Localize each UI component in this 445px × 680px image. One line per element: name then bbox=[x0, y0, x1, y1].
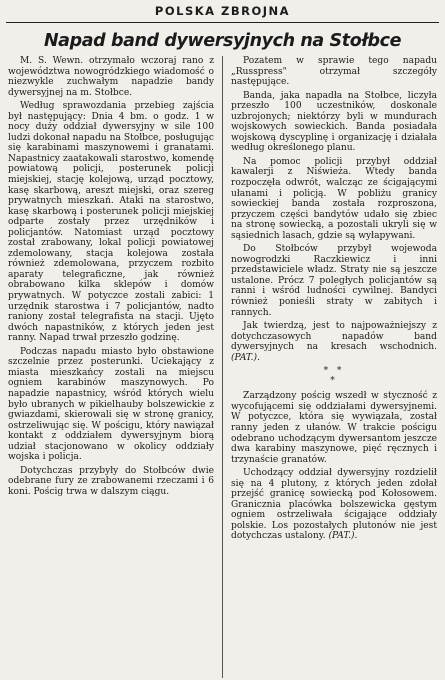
headline: Napad band dywersyjnych na Stołbce bbox=[43, 31, 402, 51]
section-separator: * * * bbox=[323, 366, 345, 387]
masthead: POLSKA ZBROJNA bbox=[6, 2, 439, 23]
agency-signature: (PAT.). bbox=[328, 531, 358, 542]
left-column bbox=[8, 56, 214, 678]
paragraph: Banda, jaka napadła na Stołbce, liczyła przeszło 100 uczestników, doskonale uzbrojonych; niektórzy byli w mundurach wojskowych sowieckich. Banda posiadała wojskową dyscyplinę i organizację i działała według określonego planu. bbox=[231, 90, 437, 154]
paragraph: M. S. Wewn. otrzymało wczoraj rano z województwa nowogródzkiego wiadomość o niezwykle zuchwałym napadzie bandy dywersyjnej na m. Stołbce. bbox=[8, 56, 214, 98]
paragraph bbox=[231, 321, 437, 363]
article-columns bbox=[8, 56, 437, 678]
paragraph: Podczas napadu miasto było obstawione szczelnie przez posterunki. Uciekający z miasta mieszkańcy zostali na miejscu ogniem karabinów maszynowych. Po napadzie napastnicy, wśród których wielu było ubranych w pikielhauby bolszewickie z gwiazdami, skierowali się w stronę granicy, ostrzeliwując się. W pościgu, który nawiązał kontakt z oddziałem dywersyjnym biorą udział stacjonowano w okolicy oddziały wojska i policja. bbox=[8, 346, 214, 463]
paragraph: Według sprawozdania przebieg zajścia był następujący: Dnia 4 bm. o godz. 1 w nocy duży oddział dywersyjny w sile 100 ludzi dokonał napadu na Stołbce, posługując się karabinami maszynowemi i granatami. Napastnicy zaatakowali starostwo, komendę powiatową policji, posterunek policji miejskiej, stację kolejową, urząd pocztowy, kasę skarbową, areszt miejski, oraz szereg prywatnych mieszkań. Ataki na starostwo, kasę skarbową i posterunek policji miejskiej odparte zostały przez urzędników i policjantów. Natomiast urząd pocztowy został zrabowany, lokal policji powiatowej zdemolowany, stacja kolejowa została również zdemolowana, przyczem rozbito aparaty telegraficzne, jak również obrabowano kilka sklepów i domów prywatnych. W potyczce zostali zabici: 1 urzędnik starostwa i 7 policjantów, nadto raniony został telegrafista na stacji. Ujęto dwóch napastników, z których jeden jest ranny. Napad trwał przeszło godzinę. bbox=[8, 101, 214, 344]
column-divider bbox=[222, 56, 223, 678]
paragraph: Zarządzony pościg wszedł w styczność z wycofującemi się oddziałami dywersyjnemi. W potyczce, która się wywiązała, został ranny jeden z ułanów. W trakcie pościgu odebrano uchodzącym dywersantom jeszcze dwa karabiny maszynowe, pięć ręcznych i trzynaście granatów. bbox=[231, 391, 437, 465]
paragraph: Pozatem w sprawie tego napadu „Russpress" otrzymał szczegóły następujące. bbox=[231, 56, 437, 88]
paragraph: Do Stołbców przybył wojewoda nowogrodzki Raczkiewicz i inni przedstawiciele władz. Straty nie są jeszcze ustalone. Prócz 7 poległych policjantów są ranni i wśród ludności cywilnej. Bandyci również ponieśli straty w zabitych i rannych. bbox=[231, 244, 437, 318]
paragraph: Dotychczas przybyły do Stołbców dwie odebrane fury ze zrabowanemi rzeczami i 6 koni. Pościg trwa w dalszym ciągu. bbox=[8, 465, 214, 497]
paragraph-text: Jak twierdzą, jest to najpoważniejszy z dotychczasowych napadów band dywersyjnych na kresach wschodnich. bbox=[231, 321, 437, 353]
right-column bbox=[231, 56, 437, 678]
paragraph-text: Uchodzący oddział dywersyjny rozdzielił się na 4 plutony, z których jeden zdołał przejść granicę sowiecką pod Kołosowem. Granicznia placówka bolszewicka gęstym ogniem ostrzeliwała ścigające oddziały polskie. Los pozostałych plutonów nie jest dotychczas ustalony. bbox=[231, 468, 437, 542]
paragraph bbox=[231, 468, 437, 542]
paragraph: Na pomoc policji przybył oddział kawalerji z Niświeża. Wtedy banda rozpoczęła odwrót, walcząc ze ścigającymi ułanami i policją. W pobliżu granicy sowieckiej banda została rozproszona, przyczem części bandytów udało się zbiec na stronę sowiecką, a pozostali ukryli się w sąsiednich lasach, gdzie są wyłapywani. bbox=[231, 156, 437, 241]
agency-signature: (PAT.). bbox=[231, 352, 260, 363]
